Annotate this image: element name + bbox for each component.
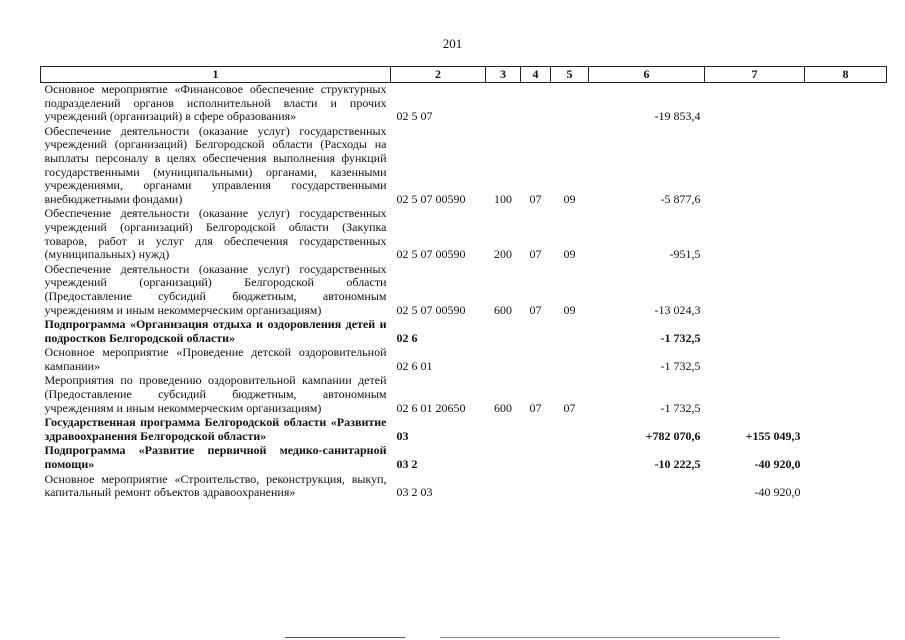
table-row bbox=[41, 473, 887, 501]
rz-cell bbox=[521, 318, 551, 346]
code-cell: 03 2 bbox=[396, 457, 418, 472]
name-cell: Государственная программа Белгородской области «Развитие здравоохранения Белгородской области» bbox=[44, 415, 387, 443]
name-cell: Основное мероприятие «Проведение детской оздоровительной кампании» bbox=[44, 345, 387, 373]
vr-cell: 600 bbox=[494, 302, 512, 317]
vr-cell bbox=[486, 83, 521, 125]
vr-cell: 100 bbox=[494, 191, 512, 206]
col8-cell bbox=[805, 207, 887, 262]
code-cell: 03 bbox=[396, 428, 409, 443]
code-cell: 02 5 07 bbox=[396, 109, 433, 124]
name-cell: Мероприятия по проведению оздоровительной кампании детей (Предоставление субсидий бюджетным, автономным учреждениям и иным некоммерческим организациям) bbox=[44, 373, 387, 415]
sum2-cell: -40 920,0 bbox=[754, 485, 801, 500]
header-col-5: 5 bbox=[551, 67, 589, 83]
col8-cell bbox=[805, 473, 887, 501]
pr-cell: 09 bbox=[563, 191, 576, 206]
vr-cell bbox=[486, 416, 521, 444]
sum-cell: -5 877,6 bbox=[660, 191, 701, 206]
sum2-cell bbox=[705, 83, 805, 125]
vr-cell: 600 bbox=[494, 400, 512, 415]
page-number: 201 bbox=[442, 36, 463, 51]
budget-table bbox=[40, 66, 887, 501]
header-col-2: 2 bbox=[391, 67, 486, 83]
table-row bbox=[41, 263, 887, 318]
header-col-1: 1 bbox=[41, 67, 391, 83]
vr-cell bbox=[486, 318, 521, 346]
sum2-cell bbox=[705, 374, 805, 416]
col8-cell bbox=[805, 346, 887, 374]
sum2-cell bbox=[705, 125, 805, 208]
sum2-cell: +155 049,3 bbox=[745, 428, 801, 443]
pr-cell: 09 bbox=[563, 247, 576, 262]
col8-cell bbox=[805, 444, 887, 472]
pr-cell bbox=[551, 346, 589, 374]
vr-cell: 200 bbox=[494, 247, 512, 262]
sum-cell: -13 024,3 bbox=[654, 302, 701, 317]
rz-cell bbox=[521, 444, 551, 472]
table-row bbox=[41, 416, 887, 444]
name-cell: Основное мероприятие «Финансовое обеспечение структурных подразделений органов исполнительной власти и прочих учреждений (организаций) в сфере образования» bbox=[44, 82, 387, 124]
code-cell: 02 6 bbox=[396, 330, 418, 345]
pr-cell bbox=[551, 444, 589, 472]
sum2-cell: -40 920,0 bbox=[754, 457, 801, 472]
sum-cell: -1 732,5 bbox=[660, 358, 701, 373]
col8-cell bbox=[805, 263, 887, 318]
code-cell: 02 5 07 00590 bbox=[396, 302, 466, 317]
header-col-7: 7 bbox=[705, 67, 805, 83]
rz-cell: 07 bbox=[529, 247, 542, 262]
table-row bbox=[41, 374, 887, 416]
col8-cell bbox=[805, 318, 887, 346]
vr-cell bbox=[486, 444, 521, 472]
rz-cell bbox=[521, 416, 551, 444]
sum-cell: +782 070,6 bbox=[645, 428, 701, 443]
table-row bbox=[41, 125, 887, 208]
bottom-rule-right bbox=[440, 637, 780, 638]
rz-cell bbox=[521, 346, 551, 374]
sum2-cell bbox=[705, 207, 805, 262]
rz-cell bbox=[521, 473, 551, 501]
rz-cell: 07 bbox=[529, 400, 542, 415]
rz-cell bbox=[521, 83, 551, 125]
col8-cell bbox=[805, 416, 887, 444]
sum-cell: -1 732,5 bbox=[660, 400, 701, 415]
name-cell: Основное мероприятие «Строительство, реконструкция, выкуп, капитальный ремонт объектов здравоохранения» bbox=[44, 471, 387, 500]
table-row bbox=[41, 83, 887, 125]
sum-cell: -19 853,4 bbox=[654, 109, 701, 124]
vr-cell bbox=[486, 473, 521, 501]
code-cell: 02 5 07 00590 bbox=[396, 191, 466, 206]
code-cell: 02 5 07 00590 bbox=[396, 247, 466, 262]
pr-cell bbox=[551, 83, 589, 125]
name-cell: Обеспечение деятельности (оказание услуг) государственных учреждений (организаций) Белгородской области (Предоставление субсидий бюджетным, автономным учреждениям и иным некоммерческим организациям) bbox=[44, 261, 387, 317]
header-col-8: 8 bbox=[805, 67, 887, 83]
sum2-cell bbox=[705, 318, 805, 346]
table-row bbox=[41, 346, 887, 374]
header-col-3: 3 bbox=[486, 67, 521, 83]
code-cell: 03 2 03 bbox=[396, 485, 433, 500]
bottom-rule-left bbox=[285, 637, 405, 638]
sum-cell bbox=[589, 473, 705, 501]
table-row bbox=[41, 444, 887, 472]
sum2-cell bbox=[705, 346, 805, 374]
name-cell: Обеспечение деятельности (оказание услуг) государственных учреждений (организаций) Белгородской области (Закупка товаров, работ и услуг для обеспечения государственных (муниципальных) нужд) bbox=[44, 206, 387, 262]
col8-cell bbox=[805, 374, 887, 416]
sum-cell: -1 732,5 bbox=[660, 330, 701, 345]
table-body bbox=[41, 83, 887, 501]
code-cell: 02 6 01 bbox=[396, 358, 433, 373]
col8-cell bbox=[805, 83, 887, 125]
name-cell: Подпрограмма «Развитие первичной медико-санитарной помощи» bbox=[44, 443, 387, 472]
rz-cell: 07 bbox=[529, 302, 542, 317]
pr-cell bbox=[551, 416, 589, 444]
col8-cell bbox=[805, 125, 887, 208]
rz-cell: 07 bbox=[529, 191, 542, 206]
table-row bbox=[41, 318, 887, 346]
pr-cell bbox=[551, 473, 589, 501]
name-cell: Подпрограмма «Организация отдыха и оздоровления детей и подростков Белгородской области» bbox=[44, 317, 387, 345]
vr-cell bbox=[486, 346, 521, 374]
table-header-row bbox=[41, 67, 887, 83]
sum-cell: -951,5 bbox=[669, 247, 701, 262]
header-col-6: 6 bbox=[589, 67, 705, 83]
header-col-4: 4 bbox=[521, 67, 551, 83]
pr-cell: 07 bbox=[563, 400, 576, 415]
code-cell: 02 6 01 20650 bbox=[396, 400, 466, 415]
table-row bbox=[41, 207, 887, 262]
name-cell: Обеспечение деятельности (оказание услуг) государственных учреждений (организаций) Белгородской области (Расходы на выплаты персоналу в целях обеспечения выполнения функций государственными (муниципальными) органами, казенными учреждениями, органами управления государственными внебюджетными фондами) bbox=[44, 123, 387, 206]
pr-cell: 09 bbox=[563, 302, 576, 317]
sum-cell: -10 222,5 bbox=[654, 457, 701, 472]
pr-cell bbox=[551, 318, 589, 346]
sum2-cell bbox=[705, 263, 805, 318]
